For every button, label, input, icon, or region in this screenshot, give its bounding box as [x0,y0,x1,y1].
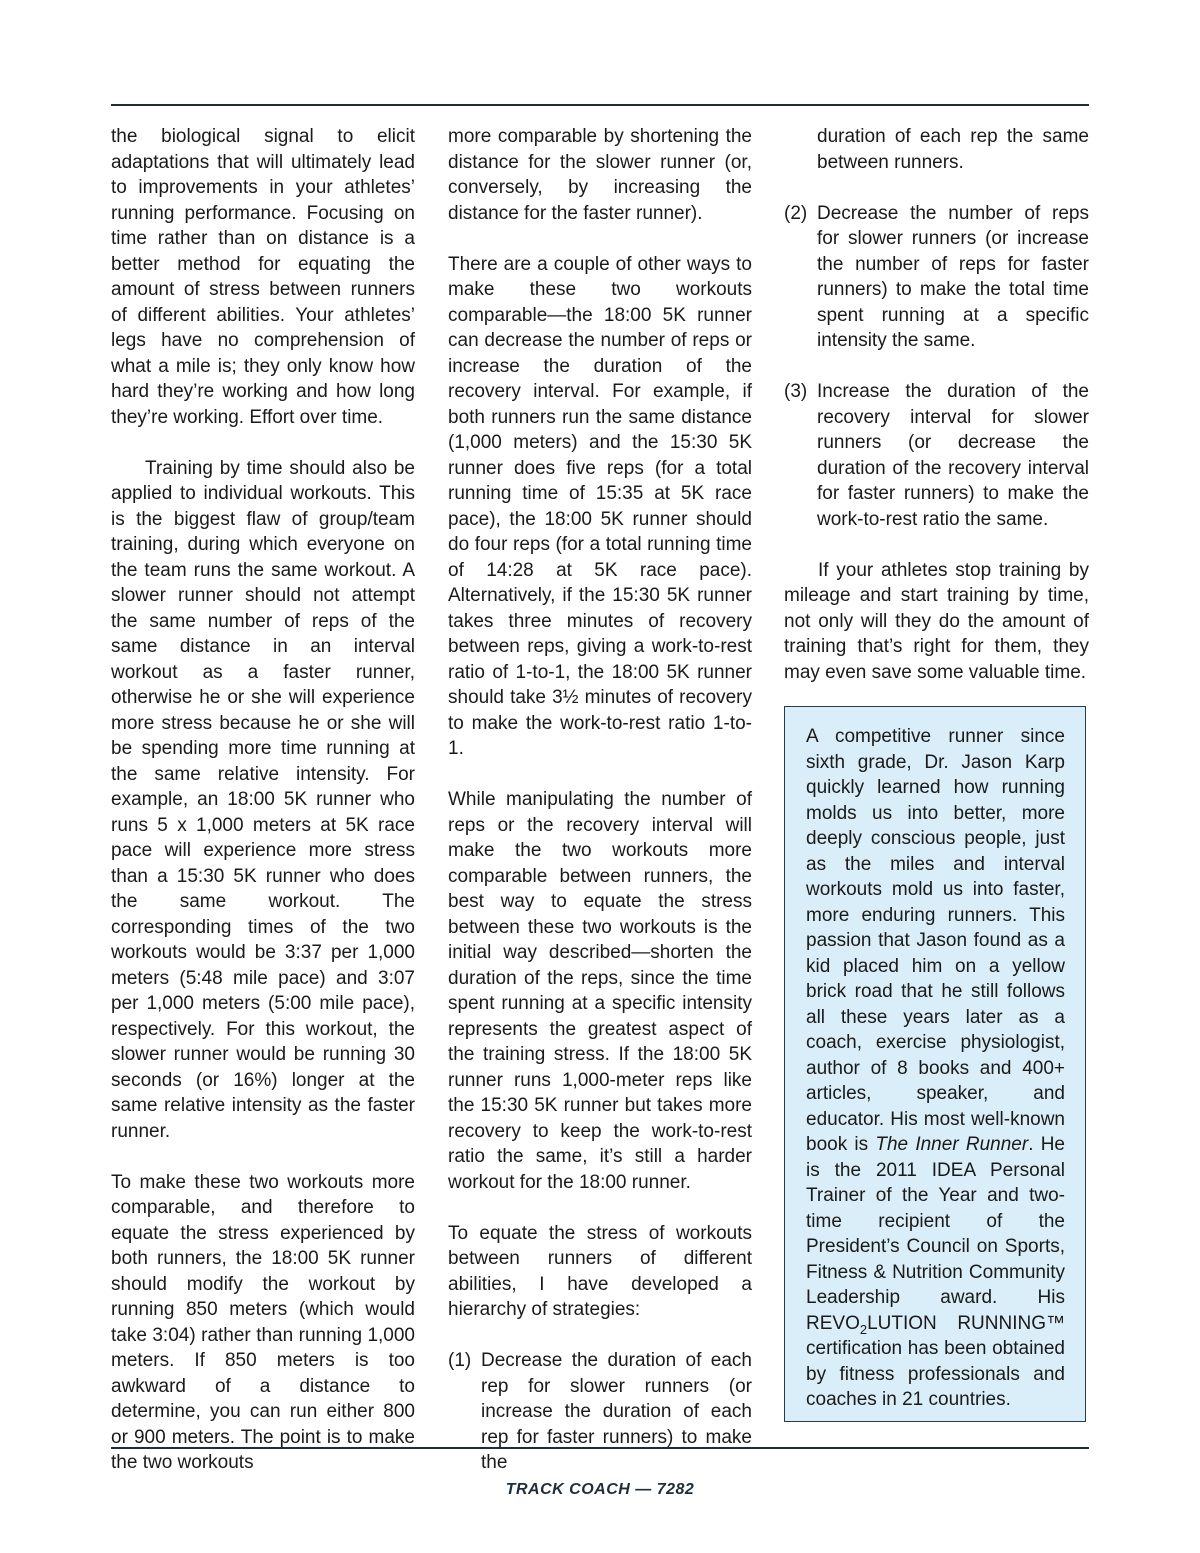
list-text: Decrease the number of reps for slower runners (or increase the number of reps for faster runners) to make the total time spent running at a specific intensity the same. [817,202,1089,351]
paragraph: the biological signal to elicit adaptations that will ultimately lead to improvements in your athletes’ running performance. Focusing on time rather than on distance is a better method for equating the amount of stress between runners of different abilities. Your athletes’ legs have no comprehension of what a mile is; they only know how hard they’re working and how long they’re working. Effort over time. [111,126,415,428]
bottom-rule [111,1447,1089,1449]
bio-text: . He is the 2011 IDEA Personal Trainer of the Year and two-time recipient of the President’s Council on Sports, Fitness & Nutrition Community Leadership award. His REVO [806,1134,1065,1334]
list-number: (2) [784,202,808,224]
paragraph: To make these two workouts more comparable, and therefore to equate the stress experienced by both runners, the 18:00 5K runner should modify the workout by running 850 meters (which would take 3:04) rather than running 1,000 meters. If 850 meters is too awkward of a distance to determine, you can run either 800 or 900 meters. The point is to make the two workouts [111,1171,415,1473]
list-item-3 [784,379,1089,532]
author-bio-box [784,706,1086,1422]
column-3 [784,124,1089,711]
list-number: (1) [448,1350,472,1371]
author-bio [806,724,1065,1413]
list-text: Decrease the duration of each rep for slower runners (or increase the duration of each rep for faster runners) to make the [481,1350,752,1473]
book-title: The Inner Runner [875,1134,1029,1155]
list-item-2 [784,201,1089,354]
subscript: 2 [859,1321,868,1337]
bio-text: LUTION RUNNING™ certification has been obtained by fitness professionals and coaches in 21 countries. [806,1312,1065,1410]
top-rule [111,104,1089,106]
paragraph: Training by time should also be applied to individual workouts. This is the biggest flaw of group/team training, during which everyone on the team runs the same workout. A slower runner should not attempt the same number of reps of the same distance in an interval workout as a faster runner, otherwise he or she will experience more stress because he or she will be spending more time running at the same relative intensity. For example, an 18:00 5K runner who runs 5 x 1,000 meters at 5K race pace will experience more stress than a 15:30 5K runner who does the same workout. The corresponding times of the two workouts would be 3:37 per 1,000 meters (5:48 mile pace) and 3:07 per 1,000 meters (5:00 mile pace), respectively. For this workout, the slower runner would be running 30 seconds (or 16%) longer at the same relative intensity as the faster runner. [111,457,415,1142]
list-item-1-continued: duration of each rep the same between runners. [817,126,1089,173]
column-1 [111,124,415,1476]
paragraph: There are a couple of other ways to make these two workouts comparable—the 18:00 5K runner can decrease the number of reps or increase the duration of the recovery interval. For example, if both runners run the same distance (1,000 meters) and the 15:30 5K runner does five reps (for a total running time of 15:35 at 5K race pace), the 18:00 5K runner should do four reps (for a total running time of 14:28 at 5K race pace). Alternatively, if the 15:30 5K runner takes three minutes of recovery between reps, giving a work-to-rest ratio of 1-to-1, the 18:00 5K runner should take 3½ minutes of recovery to make the work-to-rest ratio 1-to-1. [448,253,752,759]
list-number: (3) [784,381,808,402]
paragraph: If your athletes stop training by mileage and start training by time, not only will they do the amount of training that’s right for them, they may even save some valuable time. [784,559,1089,683]
column-2 [448,124,752,1476]
paragraph: While manipulating the number of reps or the recovery interval will make the two workouts more comparable between runners, the best way to equate the stress between these two workouts is the initial way described—shorten the duration of the reps, since the time spent running at a specific intensity represents the greatest aspect of the training stress. If the 18:00 5K runner runs 1,000-meter reps like the 15:30 5K runner but takes more recovery to keep the work-to-rest ratio the same, it’s still a harder workout for the 18:00 runner. [448,789,752,1193]
list-text: Increase the duration of the recovery interval for slower runners (or decrease the duration of the recovery interval for faster runners) to make the work-to-rest ratio the same. [817,381,1089,530]
bio-text: A competitive runner since sixth grade, Dr. Jason Karp quickly learned how running molds us into better, more deeply conscious people, just as the miles and interval workouts mold us into faster, more enduring runners. This passion that Jason found as a kid placed him on a yellow brick road that he still follows all these years later as a coach, exercise physiologist, author of 8 books and 400+ articles, speaker, and educator. His most well-known book is [806,726,1065,1155]
page-footer: TRACK COACH — 7282 [505,1481,695,1498]
list-item-1 [448,1348,752,1476]
paragraph: To equate the stress of workouts between runners of different abilities, I have developed a hierarchy of strategies: [448,1222,752,1320]
paragraph: more comparable by shortening the distance for the slower runner (or, conversely, by increasing the distance for the faster runner). [448,126,752,224]
